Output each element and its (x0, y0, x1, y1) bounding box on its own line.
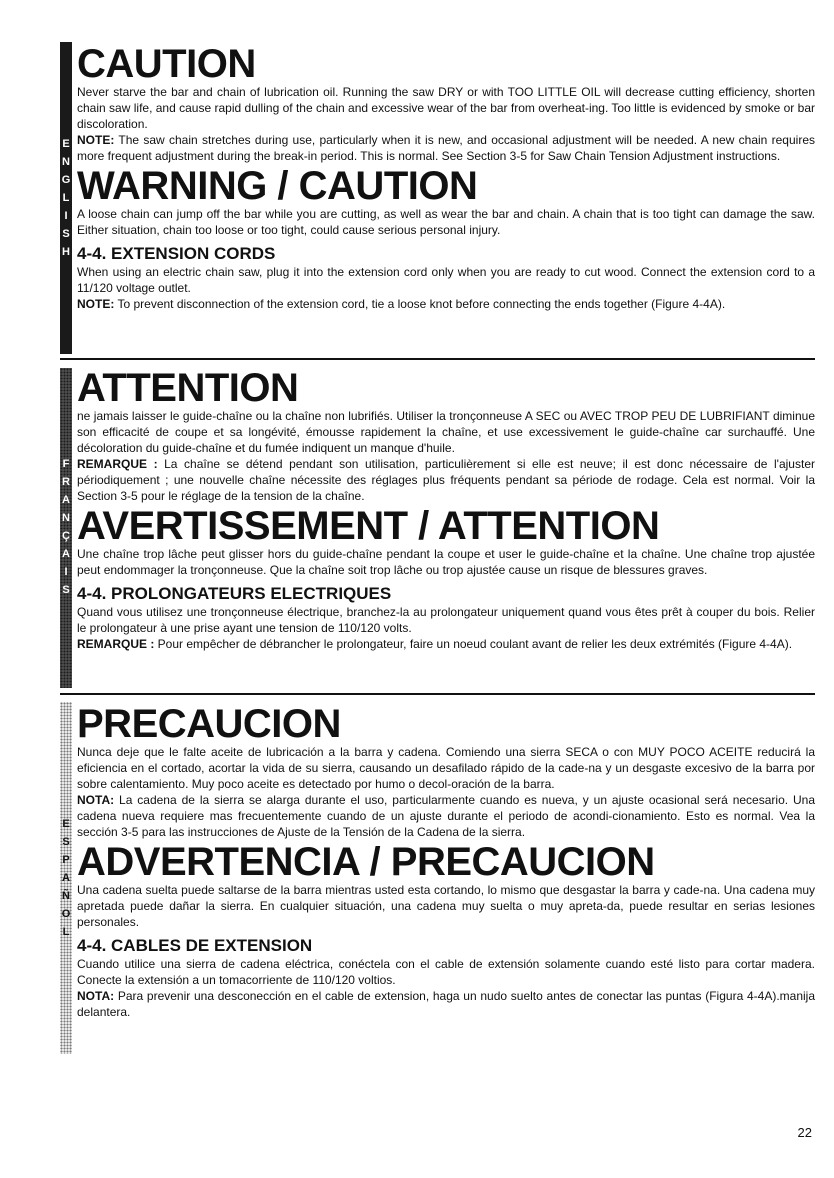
warning-text: A loose chain can jump off the bar while you are cutting, as well as wear the bar and chain. A chain that is too tight can damage the saw. Either situation, chain too loose or too tight, could cause serious personal injury. (77, 207, 815, 237)
note-label: REMARQUE : (77, 457, 158, 471)
french-section (77, 368, 815, 652)
section-text: Quand vous utilisez une tronçonneuse électrique, branchez-la au prolongateur uniquement quand vous êtes prêt à couper du bois. Relier le prolongateur à une prise ayant une tension de 110/120 volts. (77, 605, 815, 635)
note-paragraph (77, 792, 815, 840)
english-language-label: E N G L I S H (61, 138, 71, 258)
section-text: When using an electric chain saw, plug it into the extension cord only when you are ready to cut wood. Connect the extension cord to a 11/120 voltage outlet. (77, 265, 815, 295)
english-section (77, 44, 815, 312)
french-language-label: F R A N Ç A I S (62, 458, 70, 596)
note2-label: NOTE: (77, 297, 115, 311)
note-text: La cadena de la sierra se alarga durante el uso, particularmente cuando es nueva, y un ajuste ocasional será necesario. Una cadena nueva requiere mas frecuentemente cuando de un ajuste durante el periodo de acondi-cionamiento. Esto es normal. Vea la sección 3-5 para las instrucciones de Ajuste de la Tensión de la Cadena de la sierra. (77, 793, 815, 839)
caution-heading: ATTENTION (77, 366, 299, 410)
warning-heading: ADVERTENCIA / PRECAUCION (77, 840, 655, 884)
section-divider (60, 693, 815, 695)
note2-paragraph (77, 988, 815, 1020)
note2-paragraph (77, 636, 815, 652)
warning-text: Una cadena suelta puede saltarse de la barra mientras usted esta cortando, lo mismo que desgastar la barra y cade-na. Una cadena muy apretada puede dañar la sierra. En cualquier situación, una cadena muy suelta o muy apreta-da, puede resultar en serias lesiones personales. (77, 883, 815, 929)
note-paragraph (77, 456, 815, 504)
note-text: La chaîne se détend pendant son utilisation, particulièrement si elle est neuve; il est donc nécessaire de l'ajuster périodiquement ; une nouvelle chaîne nécessite des réglages plus fréquents pendant sa période de rodage. Cela est normal. Voir la Section 3-5 pour le réglage de la tension de la chaîne. (77, 457, 815, 503)
spanish-language-label: E S P A Ñ O L (61, 818, 71, 938)
caution-text: Never starve the bar and chain of lubrication oil. Running the saw DRY or with TOO LITTLE OIL will decrease cutting efficiency, shorten chain saw life, and cause rapid dulling of the chain and excessive wear of the bar from overheat-ing. Too little is evidenced by smoke or bar discoloration. (77, 85, 815, 131)
note-label: NOTA: (77, 793, 115, 807)
section-text: Cuando utilice una sierra de cadena eléctrica, conéctela con el cable de extensión solamente cuando esté listo para cortar madera. Conecte la extensión a un tomacorriente de 110/120 voltios. (77, 957, 815, 987)
note-label: NOTE: (77, 133, 115, 147)
note2-text: Para prevenir una desconección en el cable de extension, haga un nudo suelto antes de conectar las puntas (Figura 4-4A).manija delantera. (77, 989, 815, 1019)
note2-paragraph (77, 296, 815, 312)
caution-text: ne jamais laisser le guide-chaîne ou la chaîne non lubrifiés. Utiliser la tronçonneuse A SEC ou AVEC TROP PEU DE LUBRIFIANT diminue son efficacité de coupe et sa longévité, émousse rapidement la chaîne, et use excessivement le guide-chaîne car surchauffé. Une décoloration du guide-chaîne et du fumée indiquent un manque d'huile. (77, 409, 815, 455)
warning-heading: WARNING / CAUTION (77, 164, 478, 208)
section-divider (60, 358, 815, 360)
warning-heading: AVERTISSEMENT / ATTENTION (77, 504, 660, 548)
caution-heading: PRECAUCION (77, 702, 341, 746)
note-paragraph (77, 132, 815, 164)
note-text: The saw chain stretches during use, particularly when it is new, and occasional adjustment will be needed. A new chain requires more frequent adjustment during the break-in period. This is normal. See Section 3-5 for Saw Chain Tension Adjustment instructions. (77, 133, 815, 163)
section-heading: 4-4. CABLES DE EXTENSION (77, 936, 313, 955)
note2-label: NOTA: (77, 989, 115, 1003)
section-heading: 4-4. EXTENSION CORDS (77, 244, 276, 263)
spanish-section (77, 704, 815, 1020)
section-heading: 4-4. PROLONGATEURS ELECTRIQUES (77, 584, 392, 603)
caution-text: Nunca deje que le falte aceite de lubricación a la barra y cadena. Comiendo una sierra SECA o con MUY POCO ACEITE reducirá la eficiencia en el cortado, acortar la vida de su sierra, causando un desafilado rápido de la cade-na y un desgaste excesivo de la barra por sobre calentamiento. Muy poco aceite es detectado por humo o decol-oración de la barra. (77, 745, 815, 791)
note2-label: REMARQUE : (77, 637, 155, 651)
caution-heading: CAUTION (77, 42, 256, 86)
note2-text: To prevent disconnection of the extension cord, tie a loose knot before connecting the ends together (Figure 4-4A). (114, 297, 726, 311)
warning-text: Une chaîne trop lâche peut glisser hors du guide-chaîne pendant la coupe et user le guide-chaîne et la chaîne. Une chaîne trop ajustée peut endommager la tronçonneuse. Que la chaîne soit trop lâche ou trop ajustée cause un risque de blessures graves. (77, 547, 815, 577)
note2-text: Pour empêcher de débrancher le prolongateur, faire un noeud coulant avant de relier les deux extrémités (Figure 4-4A). (154, 637, 793, 651)
page-number: 22 (797, 1125, 812, 1140)
